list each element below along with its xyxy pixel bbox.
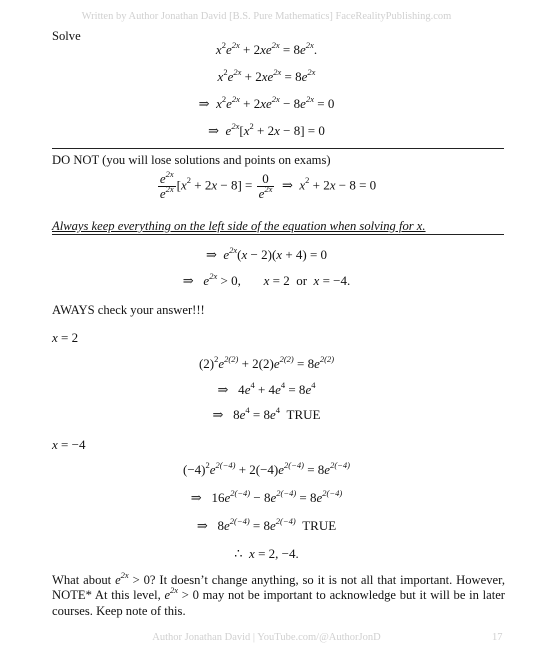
equation-4: ⇒ $e^{2x}[x^2 + 2x - 8] = 0$ (208, 120, 325, 138)
case-x-2-label: x = 2 (52, 330, 79, 345)
check-x2-line1: $(2)^2e^{2(2)} + 2(2)e^{2(2)} = 8e^{2(2)}$ (198, 353, 335, 371)
divider-2 (52, 234, 504, 235)
solve-label: Solve (52, 29, 81, 43)
equation-solutions: ⇒ $e^{2x} > 0$, x = 2 or x = −4. (182, 270, 351, 288)
divider-1 (52, 148, 504, 149)
true-label-1: TRUE (286, 407, 321, 422)
page-header: Written by Author Jonathan David [B.S. Pure Mathematics] FaceRealityPublishing.com (81, 11, 452, 22)
true-label-2: TRUE (302, 518, 337, 533)
equation-wrong-division: $\frac{e^{2x}}{e^{2x}}$ $[x^2 + 2x - 8]$ = $\frac{0}{e^{2x}}$ ⇒ $x^2 + 2x - 8 = 0$ (159, 168, 377, 201)
page-number: 17 (492, 632, 503, 643)
check-x2-line3: ⇒ $8e^4 = 8e^4$ TRUE (212, 404, 321, 422)
check-xm4-line3: ⇒ $8e^{2(-4)} = 8e^{2(-4)}$ TRUE (196, 515, 337, 533)
equation-factored: ⇒ $e^{2x}(x - 2)(x + 4) = 0$ (205, 244, 328, 262)
do-not-warning: DO NOT (you will lose solutions and points on exams) (52, 153, 331, 167)
footer-author: Author Jonathan David | YouTube.com/@AuthorJonD (152, 632, 381, 643)
equation-1: $x^2e^{2x} + 2xe^{2x} = 8e^{2x}$. (215, 39, 318, 57)
case-x-m4-label: x = −4 (52, 437, 86, 452)
equation-3: ⇒ $x^2e^{2x} + 2xe^{2x} - 8e^{2x} = 0$ (198, 93, 335, 111)
check-xm4-line1: $(-4)^2e^{2(-4)} + 2(-4)e^{2(-4)} = 8e^{2(-4)}$ (183, 459, 350, 477)
final-answer: ∴ x = 2, −4. (234, 546, 299, 561)
equation-2: $x^2e^{2x} + 2xe^{2x} = 8e^{2x}$ (217, 66, 316, 84)
check-x2-line2: ⇒ $4e^4 + 4e^4 = 8e^4$ (217, 379, 316, 397)
always-keep-tip: Always keep everything on the left side of the equation when solving for x. (52, 219, 426, 233)
check-answer-label: AWAYS check your answer!!! (52, 303, 205, 317)
check-xm4-line2: ⇒ $16e^{2(-4)} - 8e^{2(-4)} = 8e^{2(-4)}$ (190, 487, 343, 505)
note-paragraph: What about $e^{2x} > 0$? It doesn’t change anything, so it is not all that important. However, NOTE* At this level, $e^{2x} > 0$ may not be important to acknowledge but it will be in later courses. Keep note of this. (52, 569, 505, 618)
